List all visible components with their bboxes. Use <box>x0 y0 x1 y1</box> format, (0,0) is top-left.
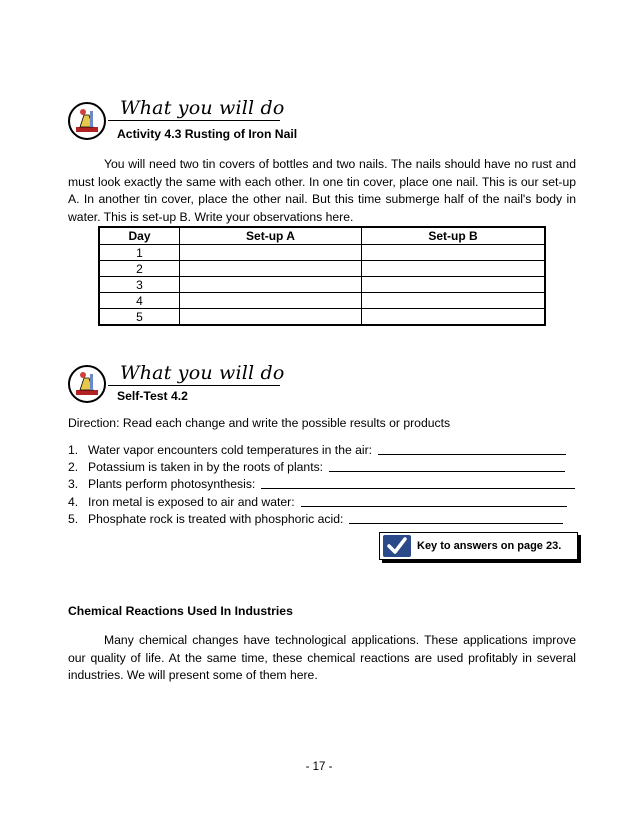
table-cell-day: 5 <box>99 309 180 326</box>
table-header-day: Day <box>99 227 180 245</box>
table-cell-day: 4 <box>99 293 180 309</box>
table-cell-day: 3 <box>99 277 180 293</box>
list-item <box>68 511 588 528</box>
list-item-text: Plants perform photosynthesis: <box>88 477 256 492</box>
lab-selftest-icon <box>67 364 107 404</box>
answer-blank[interactable] <box>378 442 566 455</box>
list-item-text: Potassium is taken in by the roots of plants: <box>88 460 324 475</box>
table-row <box>99 309 545 326</box>
answer-key-label: Key to answers on page 23. <box>417 540 562 552</box>
table-cell-setup-a[interactable] <box>180 261 362 277</box>
page-number: - 17 - <box>305 761 333 773</box>
list-item-text: Iron metal is exposed to air and water: <box>88 494 295 509</box>
observation-table <box>98 226 546 326</box>
list-item-text: Phosphate rock is treated with phosphoric acid: <box>88 511 344 526</box>
answer-blank[interactable] <box>301 494 567 507</box>
table-row <box>99 245 545 261</box>
list-item-number: 2. <box>68 460 79 475</box>
table-cell-day: 2 <box>99 261 180 277</box>
table-header-setup-b: Set-up B <box>362 227 546 245</box>
list-item <box>68 459 588 476</box>
activity-title: Activity 4.3 Rusting of Iron Nail <box>117 127 298 141</box>
section-paragraph-text: Many chemical changes have technological applications. These applications improve our quality of life. At the same time, these chemical reactions are used profitably in several industries. We will present some of them here. <box>68 633 576 682</box>
table-cell-setup-b[interactable] <box>362 277 546 293</box>
list-item-text: Water vapor encounters cold temperatures in the air: <box>88 443 373 457</box>
table-cell-setup-b[interactable] <box>362 245 546 261</box>
table-cell-setup-a[interactable] <box>180 245 362 261</box>
list-item-number: 1. <box>68 443 79 457</box>
table-header-setup-a: Set-up A <box>180 227 362 245</box>
answer-key-box <box>379 532 578 560</box>
activity-heading: What you will do <box>120 97 285 119</box>
list-item <box>68 494 588 511</box>
activity-paragraph <box>68 156 576 226</box>
table-cell-setup-a[interactable] <box>180 309 362 326</box>
section-title: Chemical Reactions Used In Industries <box>68 604 293 618</box>
table-cell-setup-b[interactable] <box>362 309 546 326</box>
selftest-heading: What you will do <box>120 362 285 384</box>
list-item <box>68 476 588 493</box>
list-item-number: 4. <box>68 494 79 509</box>
selftest-list <box>68 442 588 528</box>
table-cell-day: 1 <box>99 245 180 261</box>
table-row <box>99 293 545 309</box>
table-cell-setup-a[interactable] <box>180 293 362 309</box>
table-cell-setup-a[interactable] <box>180 277 362 293</box>
activity-heading-rule <box>108 120 280 121</box>
lab-activity-icon <box>67 101 107 141</box>
answer-blank[interactable] <box>329 459 565 472</box>
section-paragraph <box>68 632 576 685</box>
table-cell-setup-b[interactable] <box>362 293 546 309</box>
table-row <box>99 261 545 277</box>
list-item-number: 3. <box>68 477 79 492</box>
selftest-title: Self-Test 4.2 <box>117 389 188 403</box>
list-item-number: 5. <box>68 511 79 526</box>
answer-blank[interactable] <box>349 511 563 524</box>
checkmark-icon <box>383 535 411 557</box>
selftest-heading-rule <box>108 385 280 386</box>
table-cell-setup-b[interactable] <box>362 261 546 277</box>
answer-blank[interactable] <box>261 476 575 489</box>
activity-paragraph-text: You will need two tin covers of bottles and two nails. The nails should have no rust and must look exactly the same with each other. In one tin cover, place one nail. This is our set-up A. In another tin cover, place the other nail. But this time submerge half of the nail's body in water. This is set-up B. Write your observations here. <box>68 157 576 224</box>
list-item <box>68 442 588 459</box>
selftest-direction: Direction: Read each change and write the possible results or products <box>68 416 451 430</box>
table-row <box>99 277 545 293</box>
